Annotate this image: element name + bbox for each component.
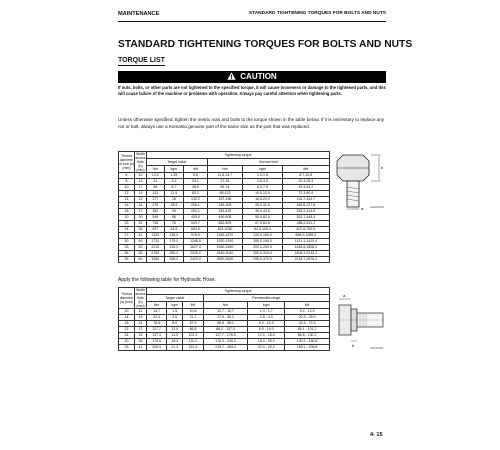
table-cell: 662-829 [207,221,243,227]
hose-torque-table [118,287,330,351]
table-cell: 18.0 - 25.0 [248,339,285,345]
table-cell: 30 [119,239,135,245]
table-cell: 976.5 [184,233,207,239]
caution-banner [118,71,386,83]
table-cell: 39 [119,257,135,263]
unit-lbft: lbft [184,166,207,173]
table-cell: 3.0 [167,315,183,321]
table-cell: 12.0 [167,327,183,333]
unit-lbft: lbft [285,302,330,309]
unit-kgm: kgm [243,166,282,173]
table-cell: 25.0-31.5 [243,203,282,209]
fig1-label-a: a [361,206,364,211]
unit-nm: Nm [147,166,165,173]
table-cell: 335.0 [164,257,184,263]
table-cell: 84.0-105.0 [243,227,282,233]
section-subtitle: TORQUE LIST [118,57,165,64]
table-cell: 683.5 [184,227,207,233]
table-cell: 405.0 [184,215,207,221]
table-cell: 18 [119,321,135,327]
bolt-torque-table [118,151,330,263]
table-cell: 6.0 - 10.0 [248,321,285,327]
table-cell: 1808.3-2242.2 [282,251,329,257]
table-cell: 101.3 [183,333,203,339]
table-cell: 9.4 - 12.3 [285,309,330,315]
table-cell: 3280 [147,257,165,263]
table-cell: 343-425 [207,209,243,215]
header-section: MAINTENANCE [118,11,160,17]
table-cell: 20.3 - 28.9 [285,315,330,321]
table-cell: 155.0-195.0 [243,239,282,245]
col-tightening-torque: Tightening torque [147,152,330,159]
table-cell: 46 [135,239,147,245]
table-cell: 250.0-310.0 [243,251,282,257]
page-title: STANDARD TIGHTENING TORQUES FOR BOLTS AND NUTS [118,39,413,50]
table-cell: 66 [147,185,165,191]
table-cell: 21.0 [167,345,183,351]
table-cell: 205.9 [147,345,167,351]
table-cell: 157-196 [207,197,243,203]
table-cell: 10.0-12.5 [243,191,282,197]
table-cell: 8.7-10.8 [282,173,329,179]
table-cell: 6.0-7.5 [243,185,282,191]
table-cell: 43.4 - 72.3 [285,321,330,327]
table-cell: 50 [135,245,147,251]
unit-kgm: kgm [248,302,285,309]
running-header [118,8,386,22]
table-cell: 18.0 [167,339,183,345]
col-permissible-range: Permissible range [203,295,329,302]
intro-paragraph: Unless otherwise specified, tighten the metric nuts and bolts to the torque shown in the table below. If it is necessary to replace any nut or bolt, always use a Komatsu genuine part of the same size as the part that was replaced. [118,117,385,129]
table-cell: 175.0 [164,239,184,245]
table-cell: 6 [119,173,135,179]
table-cell: 607.6-759.5 [282,227,329,233]
table-cell: 177 [147,197,165,203]
table-cell: 280.0 [164,251,184,257]
table-cell: 36 [135,339,147,345]
unit-lbft: lbft [282,166,329,173]
table-cell: 78.5 [147,321,167,327]
table-cell: 2210 [147,245,165,251]
table-cell: 14 [119,315,135,321]
table-cell: 12 [119,191,135,197]
table-cell: 10.8 [183,309,203,315]
table-cell: 361.7-448.4 [282,215,329,221]
table-cell: 86.8 - 130.2 [285,333,330,339]
table-cell: 1.3 - 1.7 [248,309,285,315]
table-cell: 3.2 [164,179,184,185]
table-cell: 490-608 [207,215,243,221]
table-cell: 30 [119,339,135,345]
table-cell: 35.0-43.5 [243,209,282,215]
table-cell: 36 [135,227,147,233]
table-cell: 24 [119,227,135,233]
fig2-label-b: b [352,343,355,348]
table-cell: 549 [147,215,165,221]
table-cell: 1.5 [167,309,183,315]
col-target-value: Target value [147,295,204,302]
table-cell: 30 [135,215,147,221]
unit-nm: Nm [207,166,243,173]
hose-table-caption: Apply the following table for Hydraulic Hose. [118,277,216,283]
unit-kgm: kgm [167,302,183,309]
table-cell: 24 [135,321,147,327]
table-cell: 86.8 [183,327,203,333]
table-cell: 117.7 - 176.5 [203,333,248,339]
unit-lbft: lbft [183,302,203,309]
table-cell: 33 [119,345,135,351]
table-cell: 176.5 [147,339,167,345]
table-cell: 16.0-20.0 [243,197,282,203]
table-cell: 1.2-1.5 [243,173,282,179]
table-cell: 488.2-611.2 [282,221,329,227]
table-cell: 113 [147,191,165,197]
col-thread-diameter: Thread diameter of bolt (a) (mm) [119,152,135,173]
fig1-code: SEW00204 [370,205,385,209]
table-cell: 83.2 [184,191,207,197]
table-cell: 94.5 [164,227,184,233]
col-tightening-torque: Tightening torque [147,288,330,295]
table-cell: 1520-1910 [207,239,243,245]
table-cell: 11.8-14.7 [207,173,243,179]
table-row [119,257,330,263]
table-cell: 21.7 [183,315,203,321]
table-cell: 22 [119,221,135,227]
table-cell: 2.8 - 4.0 [248,315,285,321]
caution-label: CAUTION [240,72,277,81]
table-cell: 2450-3040 [207,251,243,257]
table-cell: 27.9 - 39.2 [203,315,248,321]
table-cell: 48.5 [184,185,207,191]
table-cell: 24 [135,203,147,209]
table-cell: 745 [147,221,165,227]
unit-nm: Nm [203,302,248,309]
table-cell: 1121.1-1410.4 [282,239,329,245]
table-cell: 130.2 [183,339,203,345]
table-cell: 72.3-90.4 [282,191,329,197]
table-cell: 137.3 [147,333,167,339]
table-cell: 56 [164,215,184,221]
table-cell: 58.8 - 98.1 [203,321,248,327]
table-cell: 120.0-150.0 [243,233,282,239]
fig2-code: SJW00261 [370,346,384,350]
table-cell: 1960-2450 [207,245,243,251]
table-cell: 1320 [147,233,165,239]
table-cell: 32 [135,333,147,339]
table-cell: 135.0 [164,233,184,239]
table-cell: 18 [119,209,135,215]
table-cell: 33 [119,245,135,251]
table-cell: 41 [135,345,147,351]
table-cell: 27-34 [207,179,243,185]
table-cell: 927 [147,227,165,233]
table-cell: 59-74 [207,185,243,191]
table-cell: 10 [119,309,135,315]
table-cell: 14 [119,197,135,203]
table-cell: 60 [135,257,147,263]
table-cell: 20.3-25.3 [282,179,329,185]
table-cell: 19 [135,191,147,197]
caution-text: If nuts, bolts, or other parts are not tightened to the specified torque, it will cause looseness or damage to the tightened parts, and this will cause failure of the machine or problems with operation. Always pay careful attention when tightening parts. [118,85,386,96]
table-cell: 253.2-314.6 [282,209,329,215]
table-cell: 225.0 [164,245,184,251]
table-cell: 27 [135,209,147,215]
table-cell: 180.8-227.8 [282,203,329,209]
col-width-across-flats: Width across flats (b) (mm) [135,288,146,308]
table-cell: 12.7 - 16.7 [203,309,248,315]
table-cell: 22 [119,327,135,333]
bolt-dimension-figure [335,153,387,211]
table-cell: 115.7-144.7 [282,197,329,203]
table-cell: 130.2 - 180.8 [285,339,330,345]
table-cell: 200.0-250.0 [243,245,282,251]
table-cell: 32 [135,221,147,227]
table-cell: 130.2 [184,197,207,203]
table-cell: 76 [164,221,184,227]
table-cell: 20 [119,215,135,221]
table-cell: 23.1 [184,179,207,185]
table-cell: 88.2 - 137.3 [203,327,248,333]
table-cell: 50.0-62.0 [243,215,282,221]
col-width-across-flats: Width across flats (b) (mm) [135,152,146,172]
table-cell: 1180-1470 [207,233,243,239]
col-target-value: Target value [147,159,208,166]
table-cell: 12.0 - 18.0 [248,333,285,339]
table-cell: 215.7 - 284.4 [203,345,248,351]
table-cell: 10 [135,173,147,179]
table-cell: 282.1 [184,209,207,215]
table-cell: 868.0-1085.0 [282,233,329,239]
table-cell: 98-123 [207,191,243,197]
table-cell: 17 [135,185,147,191]
warning-triangle-icon [227,72,236,80]
table-cell: 151.9 [183,345,203,351]
table-cell: 1446.6-1808.3 [282,245,329,251]
table-cell: 16 [119,203,135,209]
table-cell: 67.5-84.5 [243,221,282,227]
table-cell: 117.7 [147,327,167,333]
table-cell: 57.9 [183,321,203,327]
table-cell: 24 [119,333,135,339]
table-cell: 824-1030 [207,227,243,233]
table-cell: 13.2 [147,173,165,179]
fig2-label-a: a [343,293,346,298]
table-cell: 43.4-54.2 [282,185,329,191]
table-cell: 9.0 - 14.0 [248,327,285,333]
table-cell: 6.7 [164,185,184,191]
table-cell: 2133.7-2676.2 [282,257,329,263]
table-cell: 14 [135,309,147,315]
table-cell: 1720 [147,239,165,245]
table-cell: 1.35 [164,173,184,179]
table-cell: 14.0 [167,333,183,339]
table-cell: 65.1 - 101.2 [285,327,330,333]
table-cell: 22 [135,197,147,203]
table-cell: 8.0 [167,321,183,327]
table-cell: 22.0 - 29.0 [248,345,285,351]
header-topic: STANDARD TIGHTENING TORQUES FOR BOLTS AND NUTS [248,11,386,16]
table-cell: 206.1 [184,203,207,209]
table-cell: 11.5 [164,191,184,197]
table-cell: 549.7 [184,221,207,227]
table-cell: 1265.8 [184,239,207,245]
table-cell: 382 [147,209,165,215]
table-cell: 19 [135,315,147,321]
table-cell: 18 [164,197,184,203]
unit-kgm: kgm [164,166,184,173]
table-cell: 27 [119,233,135,239]
table-cell: 2890-3630 [207,257,243,263]
table-cell: 41 [135,233,147,239]
table-cell: 13 [135,179,147,185]
table-cell: 2.8-3.5 [243,179,282,185]
col-thread-diameter: Thread diameter (a) (mm) [119,288,135,309]
table-cell: 2423.0 [184,257,207,263]
table-cell: 36 [119,251,135,257]
table-cell: 2750 [147,251,165,257]
table-cell: 2025.2 [184,251,207,257]
table-cell: 55 [135,251,147,257]
table-cell: 279 [147,203,165,209]
table-cell: 159.1 - 209.8 [285,345,330,351]
table-cell: 31 [147,179,165,185]
unit-nm: Nm [147,302,167,309]
table-cell: 29.4 [147,315,167,321]
table-cell: 10 [119,185,135,191]
table-cell: 176.5 - 245.2 [203,339,248,345]
fig1-label-b: b [381,165,384,170]
table-cell: 27 [135,327,147,333]
table-cell: 1627.4 [184,245,207,251]
table-cell: 8 [119,179,135,185]
table-cell: 14.7 [147,309,167,315]
col-service-limit: Service limit [207,159,329,166]
table-cell: 295.0-370.0 [243,257,282,263]
table-cell: 28.5 [164,203,184,209]
table-cell: 39 [164,209,184,215]
table-cell: 9.8 [184,173,207,179]
table-row [119,345,330,351]
page-number: 4- 15 [370,432,383,438]
table-cell: 245-309 [207,203,243,209]
